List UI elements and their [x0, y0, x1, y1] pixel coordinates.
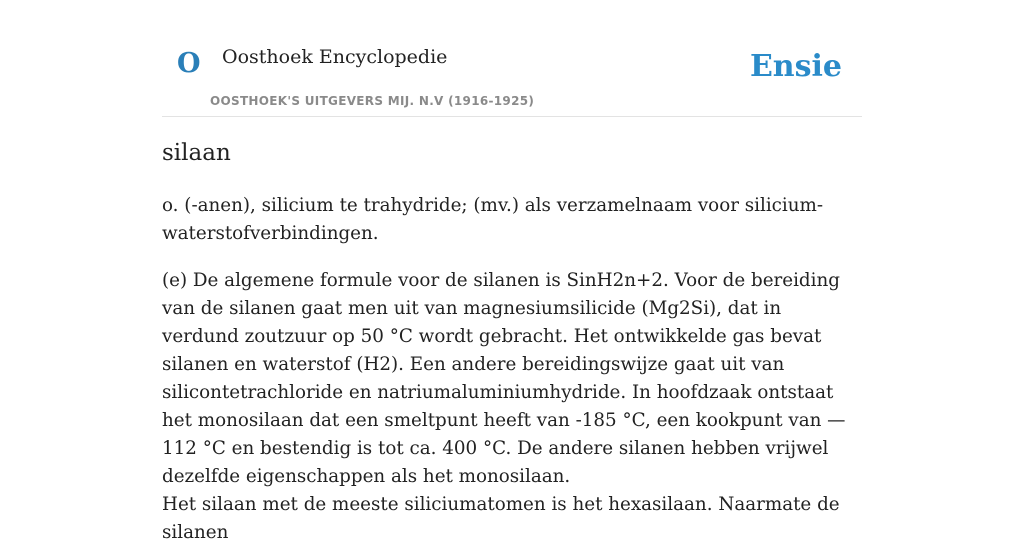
entry-paragraph: Het silaan met de meeste siliciumatomen is het hexasilaan. Naarmate de silanen [162, 494, 840, 543]
source-title-link[interactable]: Oosthoek Encyclopedie [222, 46, 448, 68]
entry-paragraph: (e) De algemene formule voor de silanen is SinH2n+2. Voor de bereiding van de silanen gaat men uit van magnesiumsilicide (Mg2Si), dat in verdund zoutzuur op 50 °C wordt gebracht. Het ontwikkelde gas bevat silanen en waterstof (H2). Een andere bereidingswijze gaat uit van silicontetrachloride en natriumaluminiumhydride. In hoofdzaak ontstaat het monosilaan dat een smeltpunt heeft van -185 °C, een kookpunt van —112 °C en bestendig is tot ca. 400 °C. De andere silanen hebben vrijwel dezelfde eigenschappen als het monosilaan. [162, 270, 846, 487]
source-publisher: OOSTHOEK'S UITGEVERS MIJ. N.V (1916-1925) [210, 94, 535, 108]
source-header [162, 0, 862, 117]
entry-paragraph: o. (-anen), silicium te trahydride; (mv.) als verzamelnaam voor silicium-waterstofverbindingen. [162, 195, 824, 244]
entry-headword: silaan [162, 140, 231, 166]
content-container [162, 0, 862, 543]
ensie-logo-link[interactable]: Ensie [749, 49, 842, 84]
source-logo[interactable]: O [177, 48, 201, 79]
